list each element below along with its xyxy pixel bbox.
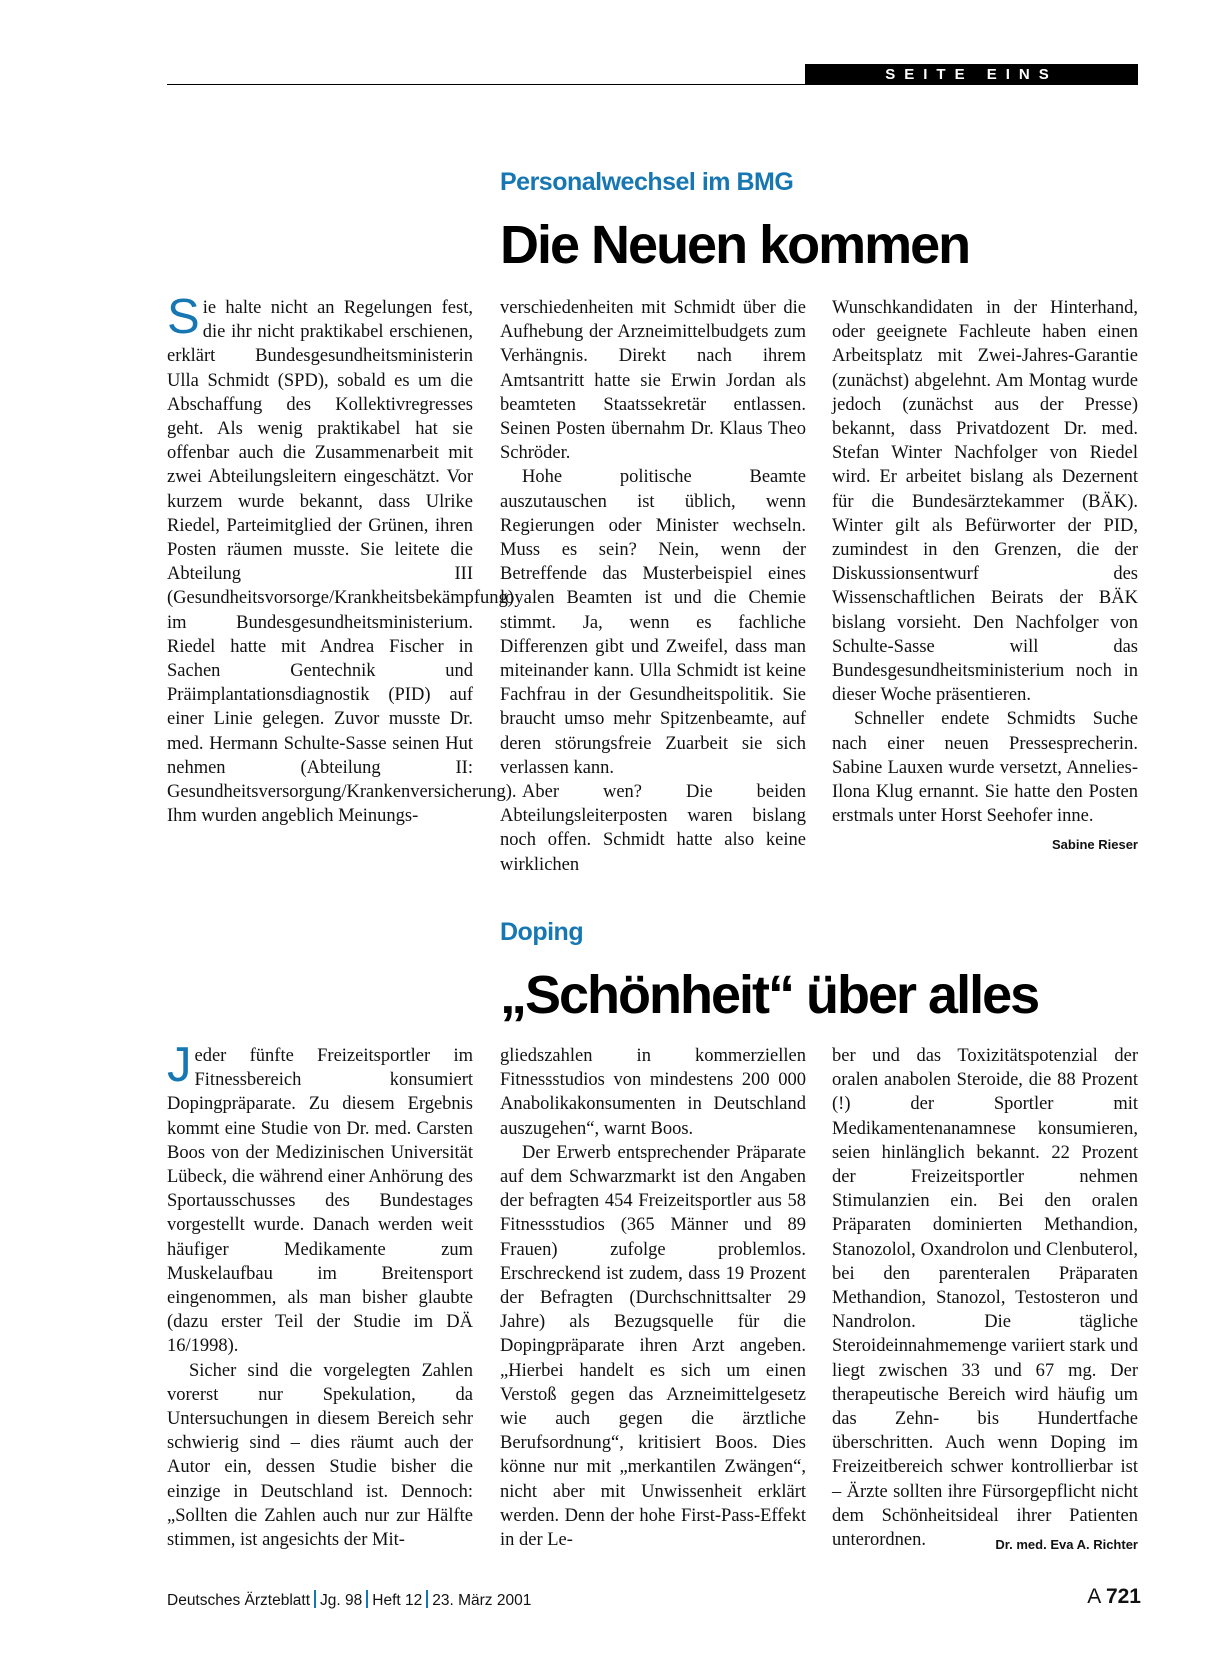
paragraph: Schneller endete Schmidts Suche nach einer neuen Pressesprecherin. Sabine Lauxen wurde versetzt, Annelies-Ilona Klug ernannt. Sie hatte den Posten erstmals unter Horst Seehofer inne. xyxy=(832,709,1138,827)
paragraph: Sicher sind die vorgelegten Zahlen vorerst nur Spekulation, da Untersuchungen in diesem Bereich sehr schwierig sind – dies räumt auch der Autor ein, dessen Studie bisher die einzige in Deutschland ist. Dennoch: „Sollten die Zahlen auch nur zur Hälfte stimmen, ist angesichts der Mit- xyxy=(167,1360,473,1551)
article1-column-2 xyxy=(500,296,806,877)
article1-column-3 xyxy=(832,296,1138,858)
page-prefix: A xyxy=(1087,1585,1101,1608)
paragraph: eder fünfte Freizeitsportler im Fitnessbereich konsumiert Dopingpräparate. Zu diesem Ergebnis kommt eine Studie von Dr. med. Carsten Boos von der Medizinischen Universität Lübeck, die während einer Anhörung des Sportausschusses des Bundestages vorgestellt wurde. Danach werden weit häufiger Medikamente zum Muskelaufbau im Breitensport eingenommen, als man bisher glaubte (dazu erster Teil der Studie im DÄ 16/1998). xyxy=(167,1046,473,1357)
separator xyxy=(314,1590,316,1608)
article2-column-3 xyxy=(832,1044,1138,1557)
issue: Heft 12 xyxy=(372,1592,423,1609)
article1-column-1 xyxy=(167,290,517,828)
article2-column-2 xyxy=(500,1044,806,1552)
author-byline: Sabine Rieser xyxy=(1052,837,1138,853)
paragraph: verschiedenheiten mit Schmidt über die Aufhebung der Arzneimittelbudgets zum Verhängnis. Direkt nach ihrem Amtsantritt hatte sie Erwin Jordan als beamteten Staatssekretär entlassen. Seinen Posten übernahm Dr. Klaus Theo Schröder. xyxy=(500,298,806,464)
volume: Jg. 98 xyxy=(320,1592,363,1609)
article2-column-1 xyxy=(167,1038,473,1552)
paragraph: Hohe politische Beamte auszutauschen ist üblich, wenn Regierungen oder Minister wechseln. Muss es sein? Nein, wenn der Betreffende das Musterbeispiel eines loyalen Beamten ist und die Chemie stimmt. Ja, wenn es fachliche Differenzen gibt und Zweifel, dass man miteinander kann. Ulla Schmidt ist keine Fachfrau in der Gesundheitspolitik. Sie braucht umso mehr Spitzenbeamte, auf deren störungsfreie Zuarbeit sie sich verlassen kann. xyxy=(500,467,806,778)
page-number xyxy=(1087,1585,1141,1609)
date: 23. März 2001 xyxy=(432,1592,532,1609)
article2-kicker: Doping xyxy=(500,918,584,946)
footer-citation xyxy=(167,1590,531,1610)
journal-name: Deutsches Ärzteblatt xyxy=(167,1592,311,1609)
paragraph: ber und das Toxizitätspotenzial der oralen anabolen Steroide, die 88 Prozent (!) der Sportler mit Medikamentenanamnese konsumieren, seien hinlänglich bekannt. 22 Prozent der Freizeitsportler nehmen Stimulanzien ein. Bei den oralen Präparaten dominierten Methandion, Stanozolol, Oxandrolon und Clenbuterol, bei den parenteralen Präparaten Methandion, Stanozol, Testosteron und Nandrolon. Die tägliche Steroideinnahmemenge variiert stark und liegt zwischen 33 und 67 mg. Der therapeutische Bereich wird häufig um das Zehn- bis Hundertfache überschritten. Auch wenn Doping im Freizeitbereich schwer kontrollierbar ist – Ärzte sollten ihre Fürsorgepflicht nicht dem Schönheitsideal ihrer Patienten unterordnen. xyxy=(832,1046,1138,1551)
page-number-value: 721 xyxy=(1105,1585,1141,1608)
article1-headline: Die Neuen kommen xyxy=(500,215,970,275)
dropcap: J xyxy=(167,1038,192,1092)
paragraph: Wunschkandidaten in der Hinterhand, oder geeignete Fachleute haben einen Arbeitsplatz mit Zwei-Jahres-Garantie (zunächst) abgelehnt. Am Montag wurde jedoch (zunächst aus der Presse) bekannt, dass Privatdozent Dr. med. Stefan Winter Nachfolger von Riedel wird. Er arbeitet bislang als Dezernent für die Bundesärztekammer (BÄK). Winter gilt als Befürworter der PID, zumindest in den Grenzen, die der Diskussionsentwurf des Wissenschaftlichen Beirats der BÄK bislang vorsieht. Den Nachfolger von Schulte-Sasse will das Bundesgesundheitsministerium noch in dieser Woche präsentieren. xyxy=(832,298,1138,706)
separator xyxy=(366,1590,368,1608)
article2-headline: „Schönheit“ über alles xyxy=(500,965,1039,1025)
dropcap: S xyxy=(167,290,200,344)
author-byline: Dr. med. Eva A. Richter xyxy=(995,1537,1138,1553)
article1-kicker: Personalwechsel im BMG xyxy=(500,168,794,196)
section-label: SEITE EINS xyxy=(805,64,1138,85)
paragraph: gliedszahlen in kommerziellen Fitnessstudios von mindestens 200 000 Anabolikakonsumenten in Deutschland auszugehen“, warnt Boos. xyxy=(500,1046,806,1139)
separator xyxy=(426,1590,428,1608)
paragraph: Der Erwerb entsprechender Präparate auf dem Schwarzmarkt ist den Angaben der befragten 454 Freizeitsportler aus 58 Fitnessstudios (365 Männer und 89 Frauen) zufolge problemlos. Erschreckend ist zudem, dass 19 Prozent der Befragten (Durchschnittsalter 29 Jahre) als Bezugsquelle für die Dopingpräparate ihren Arzt angeben. „Hierbei handelt es sich um einen Verstoß gegen das Arzneimittelgesetz wie auch gegen die ärztliche Berufsordnung“, kritisiert Boos. Dies könne nur mit „merkantilen Zwängen“, nicht aber mit Unwissenheit erklärt werden. Denn der hohe First-Pass-Effekt in der Le- xyxy=(500,1142,806,1551)
paragraph: ie halte nicht an Regelungen fest, die ihr nicht praktikabel erschienen, erklärt Bundesgesundheitsministerin Ulla Schmidt (SPD), sobald es um die Abschaffung des Kollektivregresses geht. Als wenig praktikabel hat sie offenbar auch die Zusammenarbeit mit zwei Abteilungsleitern eingeschätzt. Vor kurzem wurde bekannt, dass Ulrike Riedel, Parteimitglied der Grünen, ihren Posten räumen musste. Sie leitete die Abteilung III (Gesundheitsvorsorge/Krankheitsbekämpfung) im Bundesgesundheitsministerium. Riedel hatte mit Andrea Fischer in Sachen Gentechnik und Präimplantationsdiagnostik (PID) auf einer Linie gelegen. Zuvor musste Dr. med. Hermann Schulte-Sasse seinen Hut nehmen (Abteilung II: Gesundheitsversorgung/Krankenversicherung). Ihm wurden angeblich Meinungs- xyxy=(167,298,517,827)
paragraph: Aber wen? Die beiden Abteilungsleiterposten waren bislang noch offen. Schmidt hatte also keine wirklichen xyxy=(500,782,806,875)
